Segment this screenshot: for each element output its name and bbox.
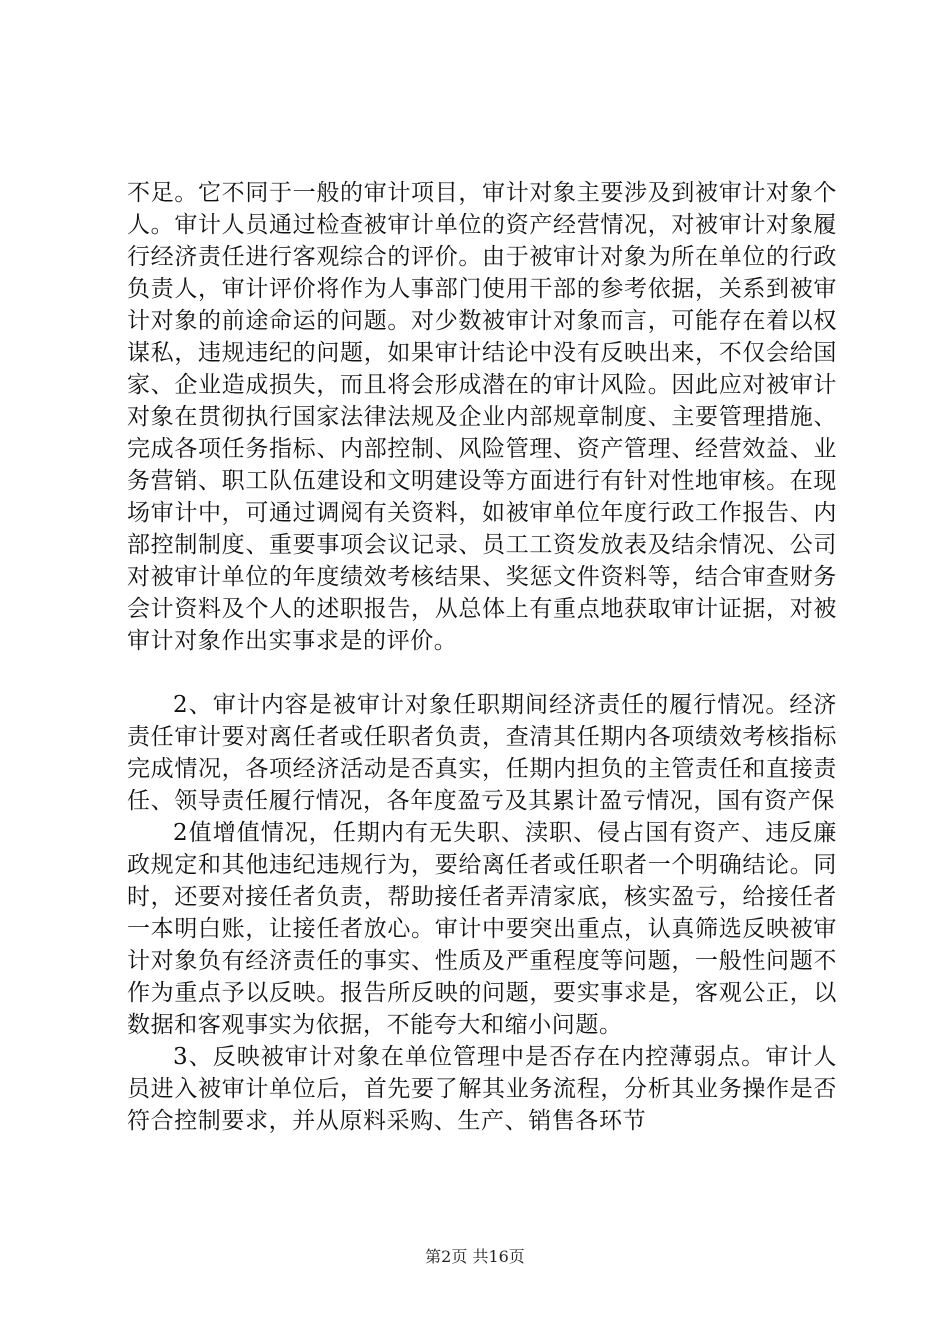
paragraph-item-3: 3、反映被审计对象在单位管理中是否存在内控薄弱点。审计人员进入被审计单位后，首先要了解其业务流程，分析其业务操作是否符合控制要求，并从原料采购、生产、销售各环节	[127, 1044, 837, 1134]
paragraph-item-2: 2、审计内容是被审计对象任职期间经济责任的履行情况。经济责任审计要对离任者或任职者负责，查清其任期内各项绩效考核指标完成情况，各项经济活动是否真实，任期内担负的主管责任和直接责任、领导责任履行情况，各年度盈亏及其累计盈亏情况，国有资产保	[127, 692, 837, 814]
page-footer: 第2页 共16页	[425, 1247, 525, 1266]
paragraph-item-2-continued: 2值增值情况，任期内有无失职、渎职、侵占国有资产、违反廉政规定和其他违纪违规行为，要给离任者或任职者一个明确结论。同时，还要对接任者负责，帮助接任者弄清家底，核实盈亏，给接任者一本明白账，让接任者放心。审计中要突出重点，认真筛选反映被审计对象负有经济责任的事实、性质及严重程度等问题，一般性问题不作为重点予以反映。报告所反映的问题，要实事求是，客观公正，以数据和客观事实为依据，不能夸大和缩小问题。	[127, 820, 837, 1038]
document-body	[127, 177, 837, 1137]
paragraph-continuation: 不足。它不同于一般的审计项目，审计对象主要涉及到被审计对象个人。审计人员通过检查被审计单位的资产经营情况，对被审计对象履行经济责任进行客观综合的评价。由于被审计对象为所在单位的行政负责人，审计评价将作为人事部门使用干部的参考依据，关系到被审计对象的前途命运的问题。对少数被审计对象而言，可能存在着以权谋私，违规违纪的问题，如果审计结论中没有反映出来，不仅会给国家、企业造成损失，而且将会形成潜在的审计风险。因此应对被审计对象在贯彻执行国家法律法规及企业内部规章制度、主要管理措施、完成各项任务指标、内部控制、风险管理、资产管理、经营效益、业务营销、职工队伍建设和文明建设等方面进行有针对性地审核。在现场审计中，可通过调阅有关资料，如被审单位年度行政工作报告、内部控制制度、重要事项会议记录、员工工资发放表及结余情况、公司对被审计单位的年度绩效考核结果、奖惩文件资料等，结合审查财务会计资料及个人的述职报告，从总体上有重点地获取审计证据，对被审计对象作出实事求是的评价。	[127, 180, 837, 654]
